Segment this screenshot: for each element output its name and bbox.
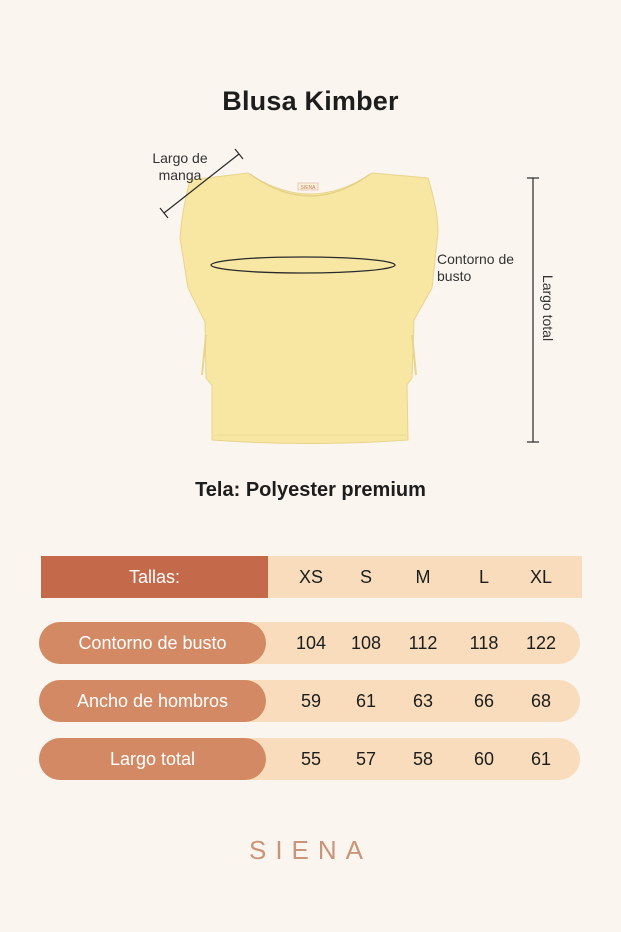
- table-cell: 112: [408, 632, 438, 653]
- row-label: Largo total: [39, 738, 266, 780]
- brand-logo: SIENA: [248, 835, 373, 865]
- size-header-cell: L: [478, 566, 489, 587]
- fabric-info: Tela: Polyester premium: [195, 479, 426, 501]
- sleeve-measure-cap-start: [160, 208, 168, 218]
- table-row: [39, 680, 582, 722]
- table-cell: 108: [350, 632, 382, 653]
- size-header-label: Tallas:: [41, 556, 268, 598]
- table-cell: 58: [412, 748, 434, 769]
- table-cell: 63: [412, 690, 434, 711]
- sleeve-length-label: Largo de manga: [152, 150, 208, 183]
- size-header-cell: S: [359, 566, 372, 587]
- total-length-label: Largo total: [540, 274, 556, 342]
- size-header-row: [39, 556, 582, 598]
- table-cell: 122: [525, 632, 557, 653]
- size-header-cell: XL: [529, 566, 553, 587]
- table-cell: 68: [530, 690, 552, 711]
- table-row: [39, 622, 582, 664]
- table-cell: 61: [530, 748, 552, 769]
- blouse-shape: [180, 173, 438, 444]
- bust-label: Contorno de busto: [437, 251, 515, 284]
- table-cell: 60: [473, 748, 495, 769]
- table-cell: 104: [295, 632, 327, 653]
- row-label: Contorno de busto: [39, 622, 266, 664]
- table-cell: 61: [355, 690, 377, 711]
- row-label: Ancho de hombros: [39, 680, 266, 722]
- table-cell: 57: [355, 748, 377, 769]
- table-cell: 55: [300, 748, 322, 769]
- sleeve-measure-cap-end: [235, 149, 243, 159]
- table-row: [39, 738, 582, 780]
- size-header-cell: XS: [298, 566, 323, 587]
- table-cell: 59: [300, 690, 322, 711]
- table-cell: 66: [473, 690, 495, 711]
- size-header-cell: M: [415, 566, 431, 587]
- product-title: Blusa Kimber: [222, 86, 399, 116]
- table-cell: 118: [469, 632, 499, 653]
- neck-tag-text: SIENA: [300, 185, 316, 191]
- garment-diagram: [0, 140, 621, 460]
